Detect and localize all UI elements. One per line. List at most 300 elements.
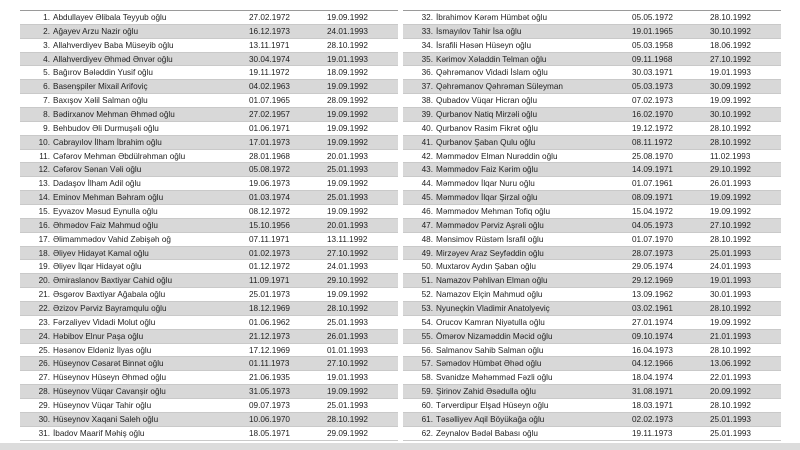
table-row [403, 260, 781, 274]
birth-date: 27.02.1972 [249, 12, 290, 22]
row-number: 26. [38, 359, 50, 369]
birth-date: 19.11.1973 [632, 428, 673, 438]
death-date: 28.10.1992 [327, 303, 368, 313]
row-number: 39. [421, 109, 433, 119]
table-row [20, 399, 398, 413]
table-row [20, 94, 398, 108]
person-name: Məmmədov Faiz Kərim oğlu [436, 165, 538, 175]
person-name: Səmədov Hümbət Əhəd oğlu [436, 359, 542, 369]
row-number: 36. [421, 68, 433, 78]
person-name: Əzizov Pərviz Bayramqulu oğlu [53, 303, 167, 313]
person-name: Hüseynov Cəsarət Binnət oğlu [53, 359, 164, 369]
table-row [403, 66, 781, 80]
death-date: 19.09.1992 [327, 387, 368, 397]
birth-date: 02.02.1973 [632, 414, 673, 424]
birth-date: 09.10.1974 [632, 331, 673, 341]
person-name: Allahverdiyev Əhməd Ənvər oğlu [53, 54, 173, 64]
right-roster-table [403, 10, 781, 442]
birth-date: 16.12.1973 [249, 26, 290, 36]
row-number: 27. [38, 373, 50, 383]
death-date: 19.01.1993 [710, 68, 751, 78]
table-row [403, 11, 781, 25]
table-row [403, 274, 781, 288]
death-date: 26.01.1993 [710, 179, 751, 189]
table-row [403, 302, 781, 316]
birth-date: 19.06.1973 [249, 179, 290, 189]
birth-date: 05.03.1973 [632, 82, 673, 92]
person-name: Hüseynov Hüseyn Əhməd oğlu [53, 373, 167, 383]
death-date: 01.01.1993 [327, 345, 368, 355]
death-date: 20.01.1993 [327, 151, 368, 161]
table-row [403, 163, 781, 177]
birth-date: 01.07.1970 [632, 234, 673, 244]
death-date: 19.01.1993 [327, 54, 368, 64]
death-date: 13.11.1992 [327, 234, 368, 244]
person-name: Bağırov Bələddin Yusif oğlu [53, 68, 153, 78]
row-number: 4. [43, 54, 50, 64]
person-name: Cəfərov Sənan Vəli oğlu [53, 165, 142, 175]
death-date: 11.02.1993 [710, 151, 751, 161]
death-date: 19.09.1992 [710, 206, 751, 216]
row-number: 1. [43, 12, 50, 22]
death-date: 29.09.1992 [327, 428, 368, 438]
row-number: 50. [421, 262, 433, 272]
person-name: İbrahimov Kərəm Hümbət oğlu [436, 12, 548, 22]
table-row [403, 205, 781, 219]
birth-date: 05.08.1972 [249, 165, 290, 175]
birth-date: 08.12.1972 [249, 206, 290, 216]
death-date: 19.09.1992 [327, 290, 368, 300]
row-number: 35. [421, 54, 433, 64]
row-number: 21. [38, 290, 50, 300]
table-row [20, 260, 398, 274]
birth-date: 18.05.1971 [249, 428, 290, 438]
row-number: 25. [38, 345, 50, 355]
birth-date: 13.09.1962 [632, 290, 673, 300]
row-number: 58. [421, 373, 433, 383]
row-number: 9. [43, 123, 50, 133]
person-name: Əliyev Hidayət Kamal oğlu [53, 248, 149, 258]
person-name: Namazov Pəhlivan Elman oğlu [436, 276, 548, 286]
row-number: 15. [38, 206, 50, 216]
table-row [20, 122, 398, 136]
birth-date: 19.11.1972 [249, 68, 290, 78]
row-number: 22. [38, 303, 50, 313]
row-number: 8. [43, 109, 50, 119]
person-name: Behbudov Əli Durmuşəli oğlu [53, 123, 159, 133]
row-number: 33. [421, 26, 433, 36]
table-row [20, 11, 398, 25]
row-number: 24. [38, 331, 50, 341]
table-row [403, 247, 781, 261]
person-name: Eyvazov Məsud Eynulla oğlu [53, 206, 158, 216]
table-row [403, 136, 781, 150]
death-date: 28.10.1992 [327, 40, 368, 50]
row-number: 19. [38, 262, 50, 272]
row-number: 37. [421, 82, 433, 92]
death-date: 24.01.1993 [710, 262, 751, 272]
person-name: Məmmədov İlqar Nuru oğlu [436, 179, 535, 189]
table-row [20, 191, 398, 205]
death-date: 28.10.1992 [710, 303, 751, 313]
birth-date: 14.09.1971 [632, 165, 673, 175]
table-row [20, 80, 398, 94]
death-date: 30.09.1992 [710, 82, 751, 92]
table-row [20, 288, 398, 302]
person-name: Fərzaliyev Vidadi Molut oğlu [53, 317, 156, 327]
person-name: Həsənov Eldəniz İlyas oğlu [53, 345, 152, 355]
death-date: 27.10.1992 [327, 248, 368, 258]
table-row [20, 247, 398, 261]
death-date: 24.01.1993 [327, 26, 368, 36]
row-number: 44. [421, 179, 433, 189]
row-number: 54. [421, 317, 433, 327]
table-row [403, 94, 781, 108]
birth-date: 01.12.1972 [249, 262, 290, 272]
birth-date: 27.01.1974 [632, 317, 673, 327]
row-number: 61. [421, 414, 433, 424]
birth-date: 05.05.1972 [632, 12, 673, 22]
person-name: Əliyev İlqar Hidayət oğlu [53, 262, 142, 272]
row-number: 60. [421, 400, 433, 410]
death-date: 21.01.1993 [710, 331, 751, 341]
table-row [20, 302, 398, 316]
death-date: 28.10.1992 [710, 400, 751, 410]
birth-date: 01.07.1961 [632, 179, 673, 189]
person-name: Məmmədov İlqar Şirzal oğlu [436, 193, 538, 203]
table-row [20, 385, 398, 399]
birth-date: 15.04.1972 [632, 206, 673, 216]
person-name: Svanidze Məhəmməd Fəzli oğlu [436, 373, 553, 383]
table-row [403, 80, 781, 94]
death-date: 25.01.1993 [710, 248, 751, 258]
row-number: 17. [38, 234, 50, 244]
birth-date: 27.02.1957 [249, 109, 290, 119]
death-date: 20.09.1992 [710, 387, 751, 397]
table-row [403, 357, 781, 371]
person-name: Abdullayev Əlibala Teyyub oğlu [53, 12, 167, 22]
person-name: Hüseynov Xaqani Saleh oğlu [53, 414, 159, 424]
birth-date: 04.02.1963 [249, 82, 290, 92]
row-number: 52. [421, 290, 433, 300]
person-name: Məmmədov Elman Nurəddin oğlu [436, 151, 558, 161]
row-number: 28. [38, 387, 50, 397]
person-name: Təsəlliyev Aqil Böyükağa oğlu [436, 414, 545, 424]
person-name: Əlimammədov Vahid Zəbişəh oğ [53, 234, 171, 244]
birth-date: 31.08.1971 [632, 387, 673, 397]
birth-date: 01.07.1965 [249, 96, 290, 106]
death-date: 28.10.1992 [710, 345, 751, 355]
row-number: 34. [421, 40, 433, 50]
person-name: Mirzəyev Araz Seyfəddin oğlu [436, 248, 544, 258]
death-date: 25.01.1993 [327, 400, 368, 410]
birth-date: 18.04.1974 [632, 373, 673, 383]
death-date: 28.10.1992 [710, 234, 751, 244]
death-date: 24.01.1993 [327, 262, 368, 272]
person-name: Hüseynov Vüqar Tahir oğlu [53, 400, 152, 410]
death-date: 19.09.1992 [327, 206, 368, 216]
birth-date: 29.12.1969 [632, 276, 673, 286]
death-date: 19.01.1993 [327, 373, 368, 383]
person-name: Qurbanov Natiq Mirzəli oğlu [436, 109, 538, 119]
row-number: 32. [421, 12, 433, 22]
birth-date: 25.08.1970 [632, 151, 673, 161]
row-number: 46. [421, 206, 433, 216]
table-row [20, 66, 398, 80]
person-name: Bədirxanov Mehman Əhməd oğlu [53, 109, 175, 119]
person-name: Allahverdiyev Baba Müseyib oğlu [53, 40, 174, 50]
table-row [20, 344, 398, 358]
death-date: 19.09.1992 [327, 12, 368, 22]
person-name: Zeynalov Bədəl Babası oğlu [436, 428, 538, 438]
birth-date: 01.03.1974 [249, 193, 290, 203]
birth-date: 01.06.1962 [249, 317, 290, 327]
birth-date: 11.09.1971 [249, 276, 290, 286]
table-row [20, 177, 398, 191]
death-date: 19.09.1992 [327, 109, 368, 119]
row-number: 42. [421, 151, 433, 161]
table-row [403, 25, 781, 39]
person-name: Hüseynov Vüqar Cavanşir oğlu [53, 387, 166, 397]
row-number: 41. [421, 137, 433, 147]
birth-date: 15.10.1956 [249, 220, 290, 230]
table-row [403, 219, 781, 233]
row-number: 13. [38, 179, 50, 189]
person-name: Muxtarov Aydın Şaban oğlu [436, 262, 536, 272]
row-number: 57. [421, 359, 433, 369]
birth-date: 01.11.1973 [249, 359, 290, 369]
death-date: 29.10.1992 [710, 165, 751, 175]
table-row [20, 25, 398, 39]
row-number: 55. [421, 331, 433, 341]
person-name: Namazov Elçin Mahmud oğlu [436, 290, 543, 300]
person-name: Orucov Kamran Niyətulla oğlu [436, 317, 545, 327]
death-date: 27.10.1992 [710, 220, 751, 230]
birth-date: 30.03.1971 [632, 68, 673, 78]
table-row [403, 371, 781, 385]
person-name: Salmanov Sahib Salman oğlu [436, 345, 544, 355]
person-name: Ömərov Nizaməddin Məcid oğlu [436, 331, 553, 341]
birth-date: 09.11.1968 [632, 54, 673, 64]
birth-date: 04.05.1973 [632, 220, 673, 230]
death-date: 19.09.1992 [710, 96, 751, 106]
person-name: İbadov Maarif Məhiş oğlu [53, 428, 145, 438]
row-number: 43. [421, 165, 433, 175]
table-row [403, 177, 781, 191]
birth-date: 29.05.1974 [632, 262, 673, 272]
birth-date: 08.09.1971 [632, 193, 673, 203]
row-number: 3. [43, 40, 50, 50]
death-date: 28.10.1992 [710, 12, 751, 22]
row-number: 18. [38, 248, 50, 258]
death-date: 29.10.1992 [327, 276, 368, 286]
row-number: 7. [43, 96, 50, 106]
table-row [403, 108, 781, 122]
death-date: 25.01.1993 [327, 317, 368, 327]
table-row [20, 427, 398, 441]
person-name: Baxışov Xəlil Salman oğlu [53, 96, 148, 106]
table-row [20, 413, 398, 427]
death-date: 19.09.1992 [327, 137, 368, 147]
person-name: Cabrayılov İlham İbrahim oğlu [53, 137, 162, 147]
person-name: Məmmədov Mehman Tofiq oğlu [436, 206, 551, 216]
table-row [20, 357, 398, 371]
birth-date: 07.11.1971 [249, 234, 290, 244]
table-row [20, 163, 398, 177]
death-date: 19.09.1992 [327, 179, 368, 189]
table-row [20, 330, 398, 344]
death-date: 30.10.1992 [710, 26, 751, 36]
row-number: 59. [421, 387, 433, 397]
death-date: 19.09.1992 [327, 82, 368, 92]
person-name: Qurbanov Rasim Fikrət oğlu [436, 123, 538, 133]
row-number: 16. [38, 220, 50, 230]
birth-date: 17.01.1973 [249, 137, 290, 147]
table-row [20, 274, 398, 288]
table-row [20, 39, 398, 53]
birth-date: 16.02.1970 [632, 109, 673, 119]
death-date: 25.01.1993 [710, 428, 751, 438]
table-row [20, 371, 398, 385]
row-number: 47. [421, 220, 433, 230]
bottom-strip [0, 443, 800, 450]
table-row [403, 385, 781, 399]
table-row [20, 150, 398, 164]
birth-date: 01.02.1973 [249, 248, 290, 258]
table-row [403, 344, 781, 358]
row-number: 14. [38, 193, 50, 203]
table-row [403, 316, 781, 330]
table-row [403, 53, 781, 67]
death-date: 28.10.1992 [710, 137, 751, 147]
birth-date: 21.06.1935 [249, 373, 290, 383]
row-number: 53. [421, 303, 433, 313]
person-name: Nyuneçkin Vladimir Anatolyeviç [436, 303, 550, 313]
person-name: İsrafili Həsən Hüseyn oğlu [436, 40, 532, 50]
person-name: Kərimov Xəladdin Telman oğlu [436, 54, 547, 64]
row-number: 40. [421, 123, 433, 133]
person-name: Qəhrəmanov Qəhrəman Süleyman [436, 82, 563, 92]
person-name: Mənsimov Rüstəm İsrafil oğlu [436, 234, 544, 244]
birth-date: 13.11.1971 [249, 40, 290, 50]
row-number: 48. [421, 234, 433, 244]
birth-date: 01.06.1971 [249, 123, 290, 133]
row-number: 2. [43, 26, 50, 36]
row-number: 49. [421, 248, 433, 258]
birth-date: 19.01.1965 [632, 26, 673, 36]
table-row [403, 288, 781, 302]
birth-date: 31.05.1973 [249, 387, 290, 397]
birth-date: 07.02.1973 [632, 96, 673, 106]
birth-date: 17.12.1969 [249, 345, 290, 355]
death-date: 27.10.1992 [327, 359, 368, 369]
birth-date: 19.12.1972 [632, 123, 673, 133]
birth-date: 25.01.1973 [249, 290, 290, 300]
row-number: 11. [39, 151, 50, 161]
table-row [403, 39, 781, 53]
death-date: 18.09.1992 [327, 68, 368, 78]
table-row [20, 108, 398, 122]
person-name: Eminov Mehman Bəhram oğlu [53, 193, 164, 203]
table-row [403, 399, 781, 413]
birth-date: 28.07.1973 [632, 248, 673, 258]
person-name: Ağayev Arzu Nazir oğlu [53, 26, 139, 36]
row-number: 30. [38, 414, 50, 424]
person-name: Şirinov Zahid Əsədulla oğlu [436, 387, 536, 397]
death-date: 30.10.1992 [710, 109, 751, 119]
table-row [20, 233, 398, 247]
birth-date: 16.04.1973 [632, 345, 673, 355]
person-name: Qəhrəmanov Vidadi İslam oğlu [436, 68, 548, 78]
table-row [20, 136, 398, 150]
table-row [20, 316, 398, 330]
row-number: 38. [421, 96, 433, 106]
table-row [20, 219, 398, 233]
birth-date: 03.02.1961 [632, 303, 673, 313]
death-date: 28.09.1992 [327, 96, 368, 106]
table-row [403, 233, 781, 247]
death-date: 28.10.1992 [710, 123, 751, 133]
row-number: 62. [421, 428, 433, 438]
birth-date: 05.03.1958 [632, 40, 673, 50]
row-number: 20. [38, 276, 50, 286]
row-number: 56. [421, 345, 433, 355]
death-date: 25.01.1993 [327, 193, 368, 203]
birth-date: 21.12.1973 [249, 331, 290, 341]
death-date: 19.01.1993 [710, 276, 751, 286]
table-row [403, 191, 781, 205]
death-date: 19.09.1992 [710, 193, 751, 203]
death-date: 30.01.1993 [710, 290, 751, 300]
death-date: 28.10.1992 [327, 414, 368, 424]
table-row [403, 413, 781, 427]
birth-date: 18.12.1969 [249, 303, 290, 313]
death-date: 26.01.1993 [327, 331, 368, 341]
birth-date: 18.03.1971 [632, 400, 673, 410]
row-number: 6. [43, 82, 50, 92]
person-name: Basenşpiler Mixail Arifoviç [53, 82, 148, 92]
birth-date: 10.06.1970 [249, 414, 290, 424]
death-date: 27.10.1992 [710, 54, 751, 64]
row-number: 45. [421, 193, 433, 203]
birth-date: 09.07.1973 [249, 400, 290, 410]
person-name: Qubadov Vüqar Hicran oğlu [436, 96, 538, 106]
person-name: Əmiraslanov Baxtiyar Cahid oğlu [53, 276, 173, 286]
birth-date: 30.04.1974 [249, 54, 290, 64]
table-row [20, 53, 398, 67]
death-date: 19.09.1992 [710, 317, 751, 327]
table-row [403, 330, 781, 344]
person-name: Qurbanov Şaban Qulu oğlu [436, 137, 536, 147]
left-roster-table [20, 10, 398, 442]
person-name: Tərverdipur Elşad Hüseyn oğlu [436, 400, 549, 410]
table-row [403, 427, 781, 441]
death-date: 22.01.1993 [710, 373, 751, 383]
row-number: 31. [38, 428, 50, 438]
death-date: 20.01.1993 [327, 220, 368, 230]
person-name: İsmayılov Tahir İsa oğlu [436, 26, 522, 36]
table-row [20, 205, 398, 219]
death-date: 25.01.1993 [710, 414, 751, 424]
birth-date: 28.01.1968 [249, 151, 290, 161]
row-number: 12. [38, 165, 50, 175]
person-name: Cəfərov Mehman Əbdülrəhman oğlu [53, 151, 186, 161]
row-number: 10. [38, 137, 50, 147]
row-number: 51. [421, 276, 433, 286]
row-number: 23. [38, 317, 50, 327]
death-date: 13.06.1992 [710, 359, 751, 369]
table-row [403, 122, 781, 136]
